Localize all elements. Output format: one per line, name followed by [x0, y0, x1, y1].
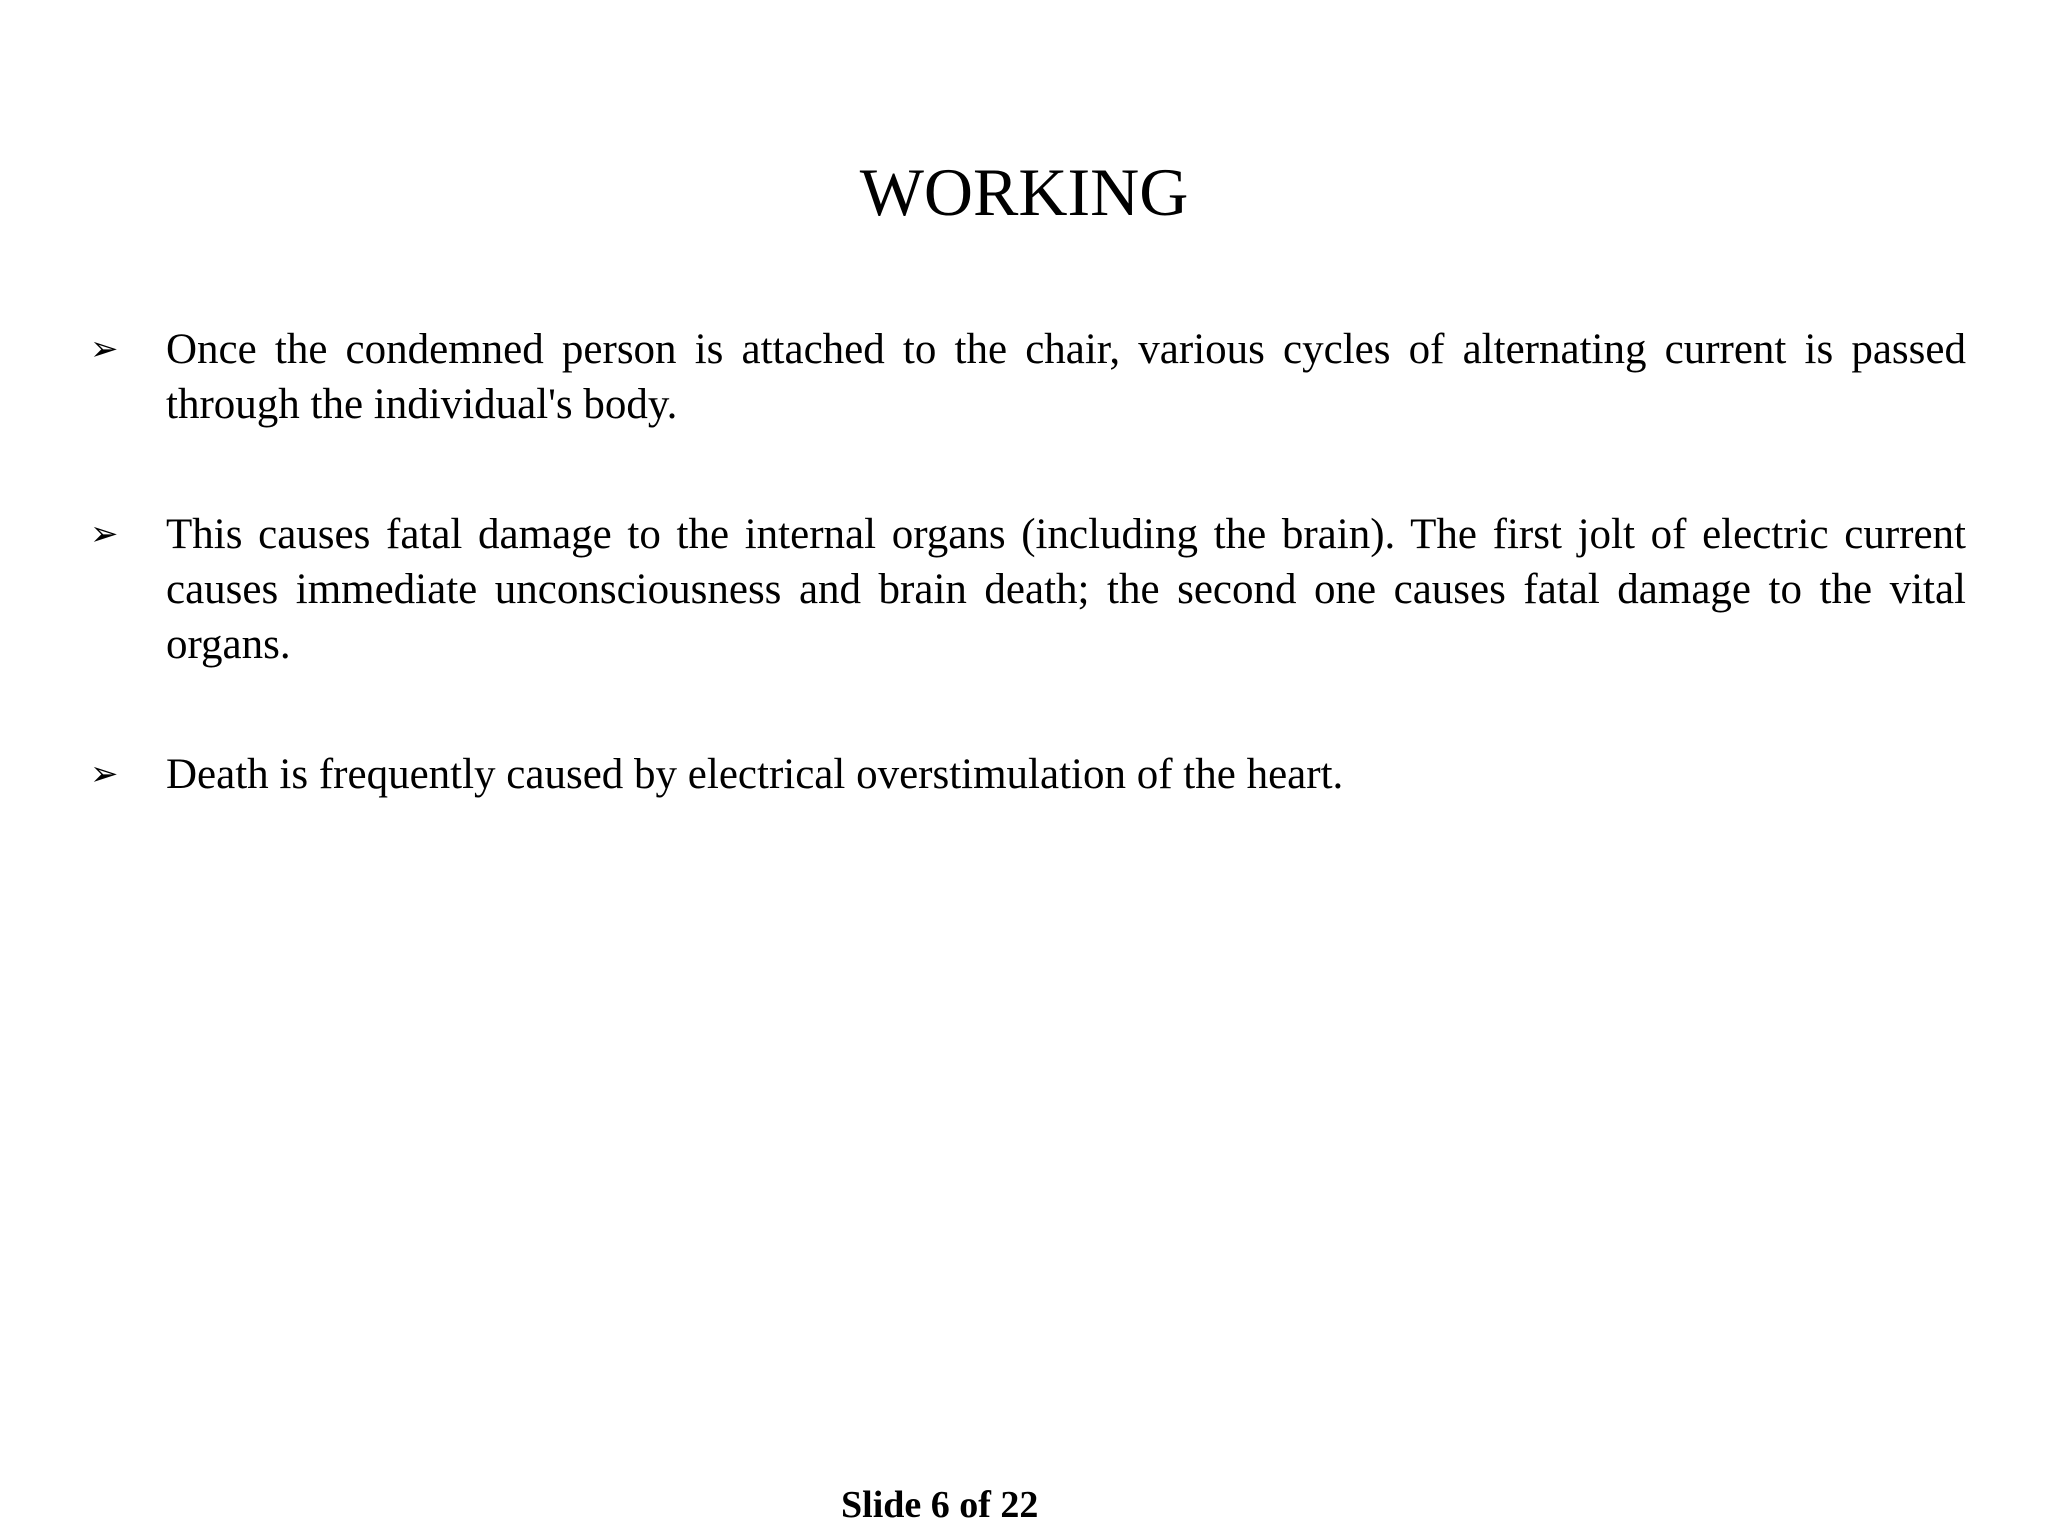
bullet-item — [0, 507, 1966, 672]
bullet-text: This causes fatal damage to the internal organs (including the brain). The first jolt of electric current causes immediate unconsciousness and brain death; the second one causes fatal damage to the vital organs. — [166, 511, 1966, 668]
bullet-text: Death is frequently caused by electrical overstimulation of the heart. — [166, 751, 1344, 798]
slide-number: Slide 6 of 22 — [841, 1484, 1039, 1526]
slide-title: WORKING — [859, 154, 1189, 230]
arrow-bullet-icon: ➢ — [90, 514, 119, 554]
bullet-item — [0, 322, 1966, 432]
bullet-text: Once the condemned person is attached to the chair, various cycles of alternating current is passed through the individual's body. — [166, 326, 1966, 428]
bullet-list — [0, 322, 2048, 802]
arrow-bullet-icon: ➢ — [90, 329, 119, 369]
arrow-bullet-icon: ➢ — [90, 754, 119, 794]
bullet-item — [0, 747, 1966, 802]
